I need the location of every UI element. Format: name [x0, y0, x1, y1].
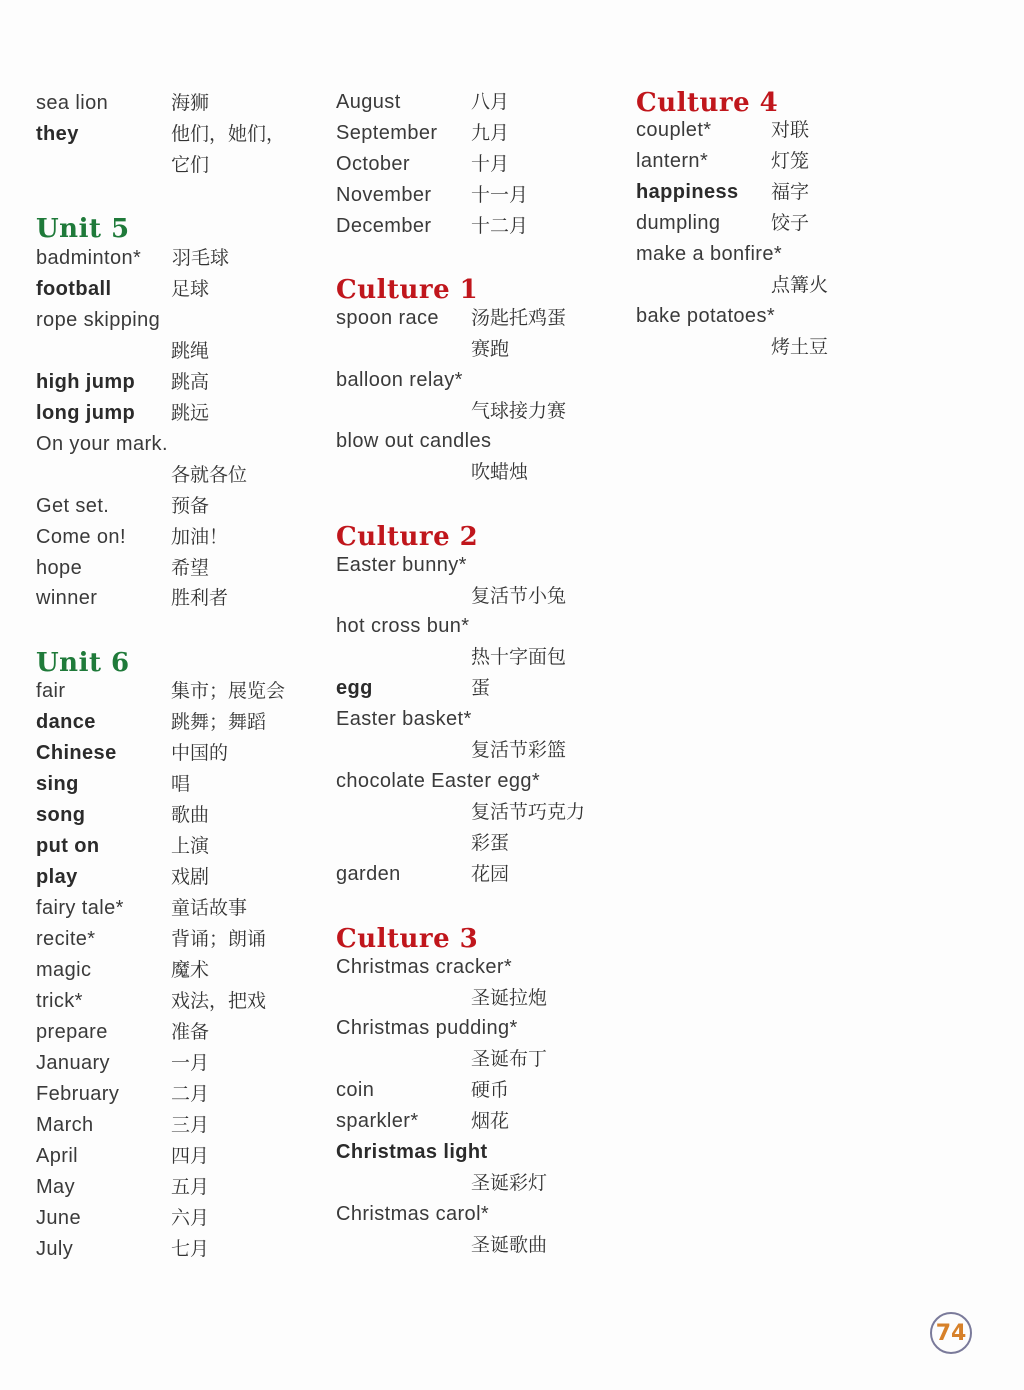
entry-chinese: 三月	[171, 1114, 210, 1136]
entry-chinese: 上演	[171, 835, 210, 857]
entry-english: sing	[36, 773, 79, 795]
entry-chinese: 背诵；朗诵	[171, 928, 267, 950]
entry-english: June	[36, 1207, 81, 1229]
entry-chinese: 点篝火	[771, 274, 829, 296]
entry-english: they	[36, 123, 79, 145]
entry-english: egg	[336, 677, 373, 699]
entry-english: coin	[336, 1079, 375, 1101]
entry-english: balloon relay*	[336, 369, 463, 391]
entry-chinese: 六月	[171, 1207, 210, 1229]
entry-chinese: 胜利者	[171, 587, 229, 609]
entry-chinese: 七月	[171, 1238, 210, 1260]
entry-english: garden	[336, 863, 401, 885]
entry-english: Get set.	[36, 495, 110, 517]
entry-chinese: 唱	[171, 773, 191, 795]
culture-2-heading: Culture 2	[336, 522, 479, 552]
entry-chinese: 烤土豆	[771, 336, 829, 358]
entry-chinese: 十二月	[471, 215, 529, 237]
entry-english: Christmas carol*	[336, 1203, 490, 1225]
entry-english: fair	[36, 680, 66, 702]
entry-chinese: 歌曲	[171, 804, 210, 826]
entry-english: Come on!	[36, 526, 126, 548]
entry-english: chocolate Easter egg*	[336, 770, 541, 792]
entry-chinese-cont: 它们	[171, 154, 210, 176]
entry-chinese: 预备	[171, 495, 210, 517]
entry-english: winner	[36, 587, 98, 609]
entry-chinese: 对联	[771, 119, 810, 141]
entry-chinese-cont: 彩蛋	[471, 832, 510, 854]
entry-english: dumpling	[636, 212, 721, 234]
entry-english: February	[36, 1083, 120, 1105]
entry-english: bake potatoes*	[636, 305, 776, 327]
entry-english: recite*	[36, 928, 96, 950]
entry-chinese: 集市；展览会	[171, 680, 286, 702]
entry-chinese: 他们，她们，	[171, 123, 286, 145]
entry-chinese: 跳远	[171, 402, 210, 424]
entry-chinese: 圣诞布丁	[471, 1048, 548, 1070]
entry-chinese: 圣诞拉炮	[471, 987, 548, 1009]
entry-english: couplet*	[636, 119, 712, 141]
entry-english: May	[36, 1176, 75, 1198]
entry-english: October	[336, 153, 410, 175]
entry-english: September	[336, 122, 438, 144]
entry-english: December	[336, 215, 432, 237]
entry-chinese: 硬币	[471, 1079, 510, 1101]
entry-chinese: 灯笼	[771, 150, 810, 172]
entry-english: November	[336, 184, 432, 206]
entry-english: March	[36, 1114, 94, 1136]
entry-english: Christmas cracker*	[336, 956, 513, 978]
entry-english: Christmas pudding*	[336, 1017, 518, 1039]
entry-chinese: 十一月	[471, 184, 529, 206]
entry-chinese: 气球接力赛	[471, 400, 567, 422]
entry-english: dance	[36, 711, 96, 733]
entry-english: Easter bunny*	[336, 554, 467, 576]
entry-english: football	[36, 278, 112, 300]
entry-chinese: 希望	[171, 557, 210, 579]
entry-chinese: 花园	[471, 863, 510, 885]
entry-english: song	[36, 804, 86, 826]
entry-chinese: 各就各位	[171, 464, 248, 486]
entry-english: play	[36, 866, 78, 888]
entry-chinese: 一月	[171, 1052, 210, 1074]
unit-6-heading: Unit 6	[36, 648, 130, 678]
entry-chinese: 童话故事	[171, 897, 248, 919]
entry-english: lantern*	[636, 150, 709, 172]
entry-english: high jump	[36, 371, 136, 393]
culture-1-heading: Culture 1	[336, 275, 479, 305]
entry-english: put on	[36, 835, 100, 857]
entry-english: long jump	[36, 402, 136, 424]
entry-english: July	[36, 1238, 74, 1260]
unit-5-heading: Unit 5	[36, 214, 130, 244]
entry-chinese: 圣诞歌曲	[471, 1234, 548, 1256]
entry-chinese: 饺子	[771, 212, 810, 234]
entry-chinese: 戏法，把戏	[171, 990, 267, 1012]
entry-chinese: 足球	[171, 278, 210, 300]
entry-chinese: 五月	[171, 1176, 210, 1198]
entry-chinese: 跳高	[171, 371, 210, 393]
entry-chinese: 跳绳	[171, 340, 210, 362]
entry-chinese: 复活节小兔	[471, 585, 567, 607]
entry-english: sea lion	[36, 92, 109, 114]
entry-chinese: 九月	[471, 122, 510, 144]
entry-english: hot cross bun*	[336, 615, 470, 637]
entry-english: sparkler*	[336, 1110, 419, 1132]
entry-chinese: 热十字面包	[471, 646, 567, 668]
entry-english: trick*	[36, 990, 83, 1012]
entry-english: happiness	[636, 181, 739, 203]
culture-4-heading: Culture 4	[636, 88, 779, 118]
entry-english: fairy tale*	[36, 897, 124, 919]
entry-english: rope skipping	[36, 309, 161, 331]
entry-english: blow out candles	[336, 430, 492, 452]
entry-chinese: 十月	[471, 153, 510, 175]
entry-english: Easter basket*	[336, 708, 472, 730]
entry-chinese-cont: 赛跑	[471, 338, 510, 360]
entry-chinese: 八月	[471, 91, 510, 113]
entry-english: prepare	[36, 1021, 108, 1043]
entry-english: badminton*	[36, 247, 142, 269]
entry-chinese: 加油！	[171, 526, 229, 548]
entry-chinese: 羽毛球	[172, 247, 230, 269]
entry-english: August	[336, 91, 401, 113]
entry-english: January	[36, 1052, 110, 1074]
entry-chinese: 中国的	[171, 742, 229, 764]
culture-3-heading: Culture 3	[336, 924, 479, 954]
entry-english: On your mark.	[36, 433, 168, 455]
entry-chinese: 福字	[771, 181, 810, 203]
entry-chinese: 二月	[171, 1083, 210, 1105]
entry-chinese: 魔术	[171, 959, 210, 981]
entry-chinese: 四月	[171, 1145, 210, 1167]
entry-chinese: 蛋	[471, 677, 491, 699]
entry-chinese: 准备	[171, 1021, 210, 1043]
entry-english: spoon race	[336, 307, 439, 329]
entry-chinese: 跳舞；舞蹈	[171, 711, 267, 733]
entry-chinese: 复活节巧克力	[471, 801, 586, 823]
entry-chinese: 戏剧	[171, 866, 210, 888]
entry-english: Christmas light	[336, 1141, 488, 1163]
entry-chinese: 圣诞彩灯	[471, 1172, 548, 1194]
entry-chinese: 烟花	[471, 1110, 510, 1132]
entry-english: magic	[36, 959, 92, 981]
entry-chinese: 汤匙托鸡蛋	[471, 307, 567, 329]
entry-chinese: 复活节彩篮	[471, 739, 567, 761]
entry-chinese: 海狮	[171, 92, 210, 114]
entry-english: Chinese	[36, 742, 117, 764]
page-number: 74	[930, 1312, 972, 1354]
entry-english: hope	[36, 557, 83, 579]
entry-chinese: 吹蜡烛	[471, 461, 529, 483]
entry-english: make a bonfire*	[636, 243, 783, 265]
entry-english: April	[36, 1145, 79, 1167]
